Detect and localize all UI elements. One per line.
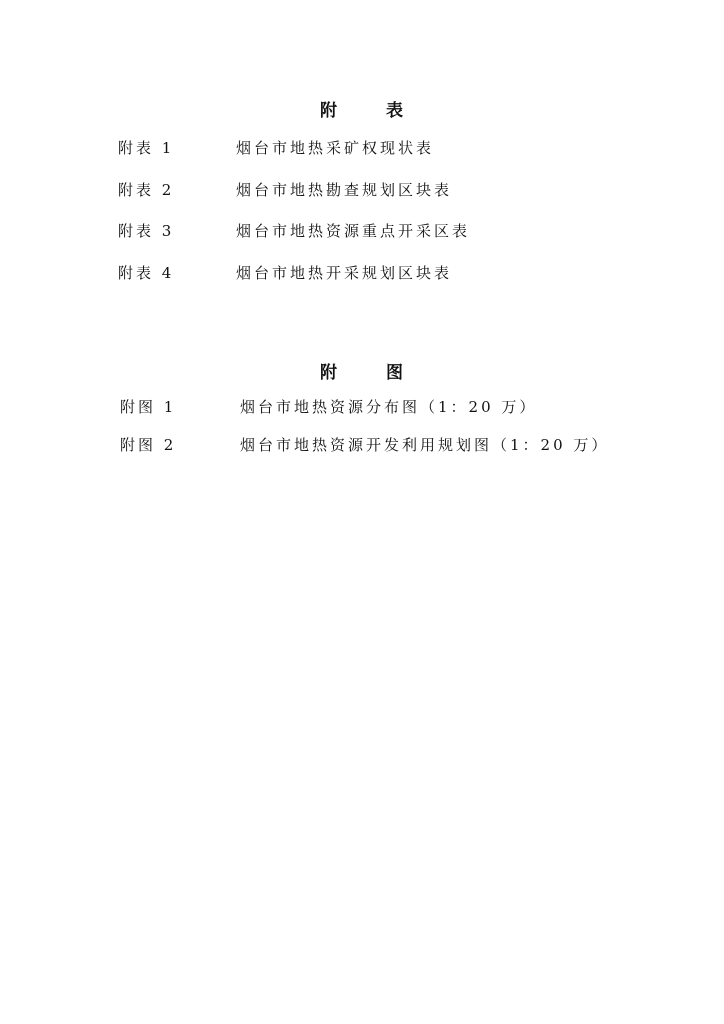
figures-heading-left: 附 bbox=[320, 363, 338, 383]
tables-heading-left: 附 bbox=[320, 101, 338, 121]
figures-heading bbox=[320, 358, 410, 383]
tables-heading-right: 表 bbox=[386, 101, 404, 121]
table-row-3-text: 烟台市地热资源重点开采区表 bbox=[236, 222, 471, 240]
figure-row-2-text: 烟台市地热资源开发利用规划图（1：20 万） bbox=[240, 436, 610, 454]
figure-row-1-text: 烟台市地热资源分布图（1：20 万） bbox=[240, 398, 538, 416]
table-row-2-label: 附表 2 bbox=[118, 181, 175, 199]
table-row-1-text: 烟台市地热采矿权现状表 bbox=[236, 139, 435, 157]
figure-row-2-label: 附图 2 bbox=[120, 436, 177, 454]
table-row-2-text: 烟台市地热勘查规划区块表 bbox=[236, 181, 453, 199]
figure-row-1-label: 附图 1 bbox=[120, 398, 177, 416]
table-row-4-text: 烟台市地热开采规划区块表 bbox=[236, 264, 453, 282]
table-row-3-label: 附表 3 bbox=[118, 222, 175, 240]
table-row-1-label: 附表 1 bbox=[118, 139, 175, 157]
table-row-4-label: 附表 4 bbox=[118, 264, 175, 282]
tables-heading bbox=[320, 96, 410, 121]
figures-heading-right: 图 bbox=[386, 363, 404, 383]
